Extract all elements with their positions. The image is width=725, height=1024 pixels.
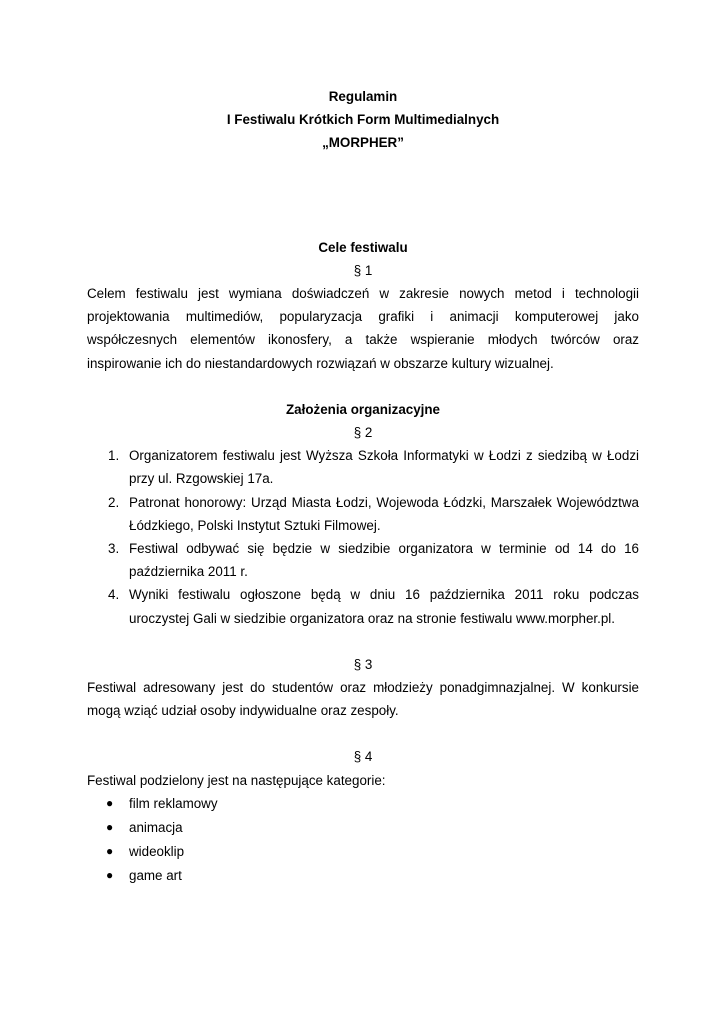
bullet-icon: ●: [106, 867, 114, 882]
category-label: animacja: [129, 819, 183, 835]
section2-heading: Założenia organizacyjne: [285, 401, 441, 417]
list-number: 1.: [108, 448, 120, 464]
list-item: [87, 864, 639, 888]
list-text: Wyniki festiwalu ogłoszone będą w dniu 16 października 2011 roku podczas uroczystej Gali w siedzibie organizatora oraz na stronie festiwalu www.morpher.pl.: [129, 587, 639, 626]
section2-mark: § 2: [353, 425, 373, 441]
bullet-icon: ●: [106, 819, 114, 834]
list-number: 4.: [108, 587, 120, 603]
list-item: [87, 840, 639, 864]
list-item: [87, 444, 639, 490]
list-item: [87, 583, 639, 629]
section3-text: Festiwal adresowany jest do studentów oraz młodzieży ponadgimnazjalnej. W konkursie mogą wziąć udział osoby indywidualne oraz zespoły.: [87, 680, 639, 719]
bullet-icon: ●: [106, 843, 114, 858]
document-content: [87, 85, 639, 888]
list-item: [87, 491, 639, 537]
section3-mark: § 3: [353, 656, 373, 672]
section1-mark: § 1: [353, 262, 373, 278]
list-item: [87, 537, 639, 583]
bullet-icon: ●: [106, 795, 114, 810]
list-text: Organizatorem festiwalu jest Wyższa Szkoła Informatyki w Łodzi z siedzibą w Łodzi przy ul. Rzgowskiej 17a.: [129, 448, 639, 487]
list-item: [87, 816, 639, 840]
list-text: Patronat honorowy: Urząd Miasta Łodzi, Wojewoda Łódzki, Marszałek Województwa Łódzkiego, Polski Instytut Sztuki Filmowej.: [129, 494, 639, 533]
doc-subtitle: I Festiwalu Krótkich Form Multimedialnych: [226, 112, 500, 128]
section1-heading: Cele festiwalu: [318, 239, 408, 255]
section4-mark: § 4: [353, 749, 373, 765]
list-number: 3.: [108, 541, 120, 557]
list-number: 2.: [108, 494, 120, 510]
category-list: [87, 792, 639, 888]
section4-intro: Festiwal podzielony jest na następujące kategorie:: [87, 772, 386, 788]
category-label: game art: [129, 867, 182, 883]
category-label: film reklamowy: [129, 795, 218, 811]
doc-title: Regulamin: [328, 89, 398, 104]
list-text: Festiwal odbywać się będzie w siedzibie organizatora w terminie od 14 do 16 października 2011 r.: [129, 541, 639, 580]
section1-text: Celem festiwalu jest wymiana doświadczeń w zakresie nowych metod i technologii projektowania multimediów, popularyzacja grafiki i animacji komputerowej jako współczesnych elementów ikonosfery, a także wspieranie młodych twórców oraz inspirowanie ich do niestandardowych rozwiązań w obszarze kultury wizualnej.: [87, 286, 639, 371]
category-label: wideoklip: [129, 843, 185, 859]
list-item: [87, 792, 639, 816]
festival-name: „MORPHER”: [322, 135, 404, 151]
organization-list: [87, 444, 639, 630]
